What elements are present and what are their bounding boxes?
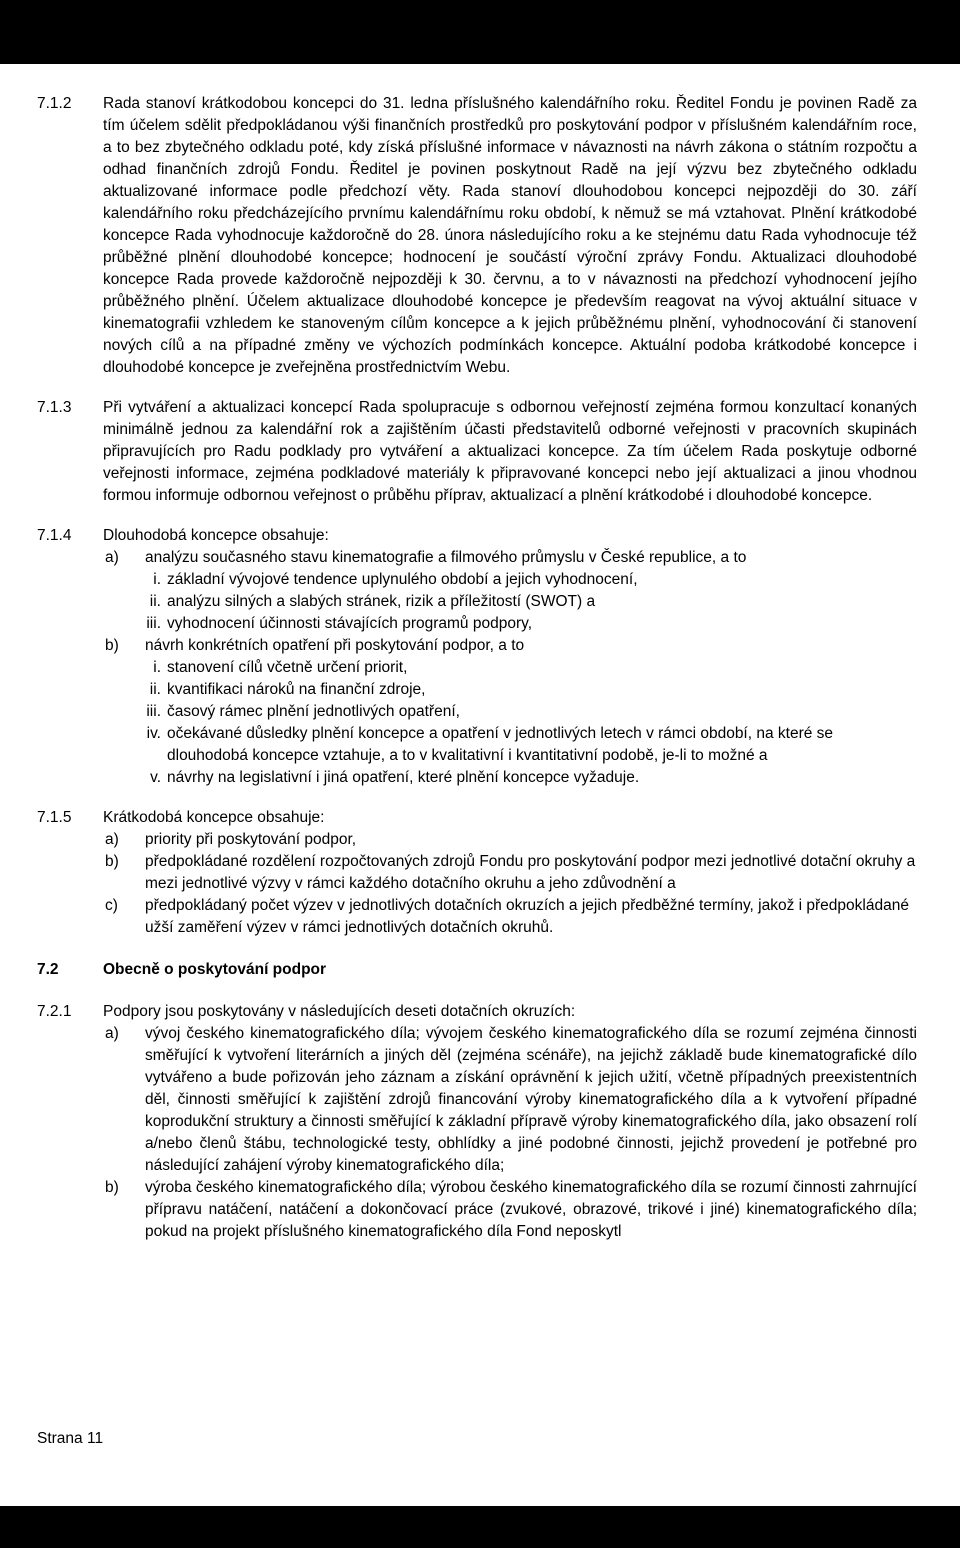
sub-item <box>103 767 917 789</box>
list-item <box>103 1023 917 1177</box>
list-label: b) <box>105 1179 119 1196</box>
section-intro: Podpory jsou poskytovány v následujících deseti dotačních okruzích: <box>103 1003 576 1020</box>
section-text: Rada stanoví krátkodobou koncepci do 31. ledna příslušného kalendářního roku. Ředitel Fondu je povinen Radě za tím účelem sdělit předpokládanou výši finančních prostředků pro poskytování podpor v příslušném kalendářním roce, a to bez zbytečného odkladu poté, kdy získá příslušné informace v návaznosti na návrh zákona o státním rozpočtu a odhad finančních zdrojů Fondu. Ředitel je povinen poskytnout Radě na její výzvu bez zbytečného odkladu aktualizované informace podle předchozí věty. Rada stanoví dlouhodobou koncepci nejpozději do 30. září kalendářního roku předcházejícího prvnímu kalendářnímu roku období, k němuž se má vztahovat. Plnění krátkodobé koncepce Rada vyhodnocuje každoročně do 28. února následujícího roku a ke stejnému datu Rada vyhodnocuje též průběžné plnění dlouhodobé koncepce; hodnocení je součástí výroční zprávy Fondu. Aktualizaci dlouhodobé koncepce Rada provede každoročně nejpozději k 30. červnu, a to v návaznosti na předchozí vyhodnocení jejího průběžného plnění. Účelem aktualizace dlouhodobé koncepce je především reagovat na vývoj aktuální situace v kinematografii vzhledem ke stanoveným cílům koncepce a k jejich průběžnému plnění, vyhodnocování či stanovení nových cílů a na případné změny ve výchozích podmínkách koncepce. Aktuální podoba krátkodobé koncepce i dlouhodobé koncepce je zveřejněna prostřednictvím Webu. <box>103 95 917 376</box>
list-item <box>103 547 917 569</box>
section-7-1-5 <box>37 807 917 939</box>
list-item <box>103 1177 917 1243</box>
document-content <box>37 93 917 1243</box>
section-intro: Dlouhodobá koncepce obsahuje: <box>103 527 329 544</box>
list-label: a) <box>105 549 119 566</box>
list-label: b) <box>105 637 119 654</box>
sub-text: stanovení cílů včetně určení priorit, <box>167 659 408 676</box>
section-7-1-4 <box>37 525 917 789</box>
section-number: 7.1.2 <box>37 95 72 112</box>
list-text: vývoj českého kinematografického díla; vývojem českého kinematografického díla se rozumí zejména činnosti směřující k vytvoření literárních a jiných děl (zejména scénáře), na jejichž základě bude kinematografické dílo vytvářeno a bude pořizován jeho záznam a získání oprávnění k jejich užití, včetně případných preexistentních děl, činnosti směřující k zajištění zdrojů financování výroby kinematografického díla a k vytvoření případné koprodukční struktury a činnosti směřující k základní přípravě výroby kinematografického díla, jako obsazení rolí a/nebo členů štábu, technologické testy, obhlídky a jiné podobné činnosti, jejichž provedení je potřebné pro následující zahájení výroby kinematografického díla; <box>145 1025 917 1174</box>
sub-item <box>103 657 917 679</box>
list-text: předpokládaný počet výzev v jednotlivých dotačních okruzích a jejich předběžné termíny, jakož i předpokládané užší zaměření výzev v rámci jednotlivých dotačních okruhů. <box>145 897 909 936</box>
list-text: priority při poskytování podpor, <box>145 831 357 848</box>
bottom-black-bar <box>0 1506 960 1548</box>
section-7-2-1 <box>37 1001 917 1243</box>
sub-text: návrhy na legislativní i jiná opatření, které plnění koncepce vyžaduje. <box>167 769 640 786</box>
page-number: Strana 11 <box>37 1430 104 1447</box>
section-number: 7.1.3 <box>37 399 72 416</box>
section-number: 7.1.5 <box>37 809 72 826</box>
sub-label: iv. <box>146 725 161 742</box>
list-item <box>103 829 917 851</box>
list-label: a) <box>105 1025 119 1042</box>
sub-text: základní vývojové tendence uplynulého období a jejich vyhodnocení, <box>167 571 638 588</box>
section-7-1-3 <box>37 397 917 507</box>
list-item <box>103 895 917 939</box>
sub-label: iii. <box>146 615 161 632</box>
section-number: 7.2.1 <box>37 1003 72 1020</box>
sub-text: vyhodnocení účinnosti stávajících programů podpory, <box>167 615 533 632</box>
sub-item <box>103 591 917 613</box>
sub-item <box>103 723 917 767</box>
list-item <box>103 851 917 895</box>
list-text: návrh konkrétních opatření při poskytování podpor, a to <box>145 637 525 654</box>
heading-title: Obecně o poskytování podpor <box>103 961 327 978</box>
sub-item <box>103 701 917 723</box>
list-item <box>103 635 917 657</box>
sub-text: očekávané důsledky plnění koncepce a opatření v jednotlivých letech v rámci období, na které se dlouhodobá koncepce vztahuje, a to v kvalitativní i kvantitativní podobě, je-li to možné a <box>167 725 834 764</box>
heading-number: 7.2 <box>37 961 59 978</box>
section-number: 7.1.4 <box>37 527 72 544</box>
sub-text: časový rámec plnění jednotlivých opatření, <box>167 703 460 720</box>
list-text: analýzu současného stavu kinematografie a filmového průmyslu v České republice, a to <box>145 549 747 566</box>
sub-item <box>103 679 917 701</box>
list-label: b) <box>105 853 119 870</box>
sub-label: ii. <box>149 681 161 698</box>
sub-item <box>103 613 917 635</box>
sub-text: kvantifikaci nároků na finanční zdroje, <box>167 681 426 698</box>
section-intro: Krátkodobá koncepce obsahuje: <box>103 809 325 826</box>
list-label: c) <box>105 897 118 914</box>
sub-label: i. <box>153 659 161 676</box>
list-text: předpokládané rozdělení rozpočtovaných zdrojů Fondu pro poskytování podpor mezi jednotlivé dotační okruhy a mezi jednotlivé výzvy v rámci každého dotačního okruhu a jeho zdůvodnění a <box>145 853 916 892</box>
sub-label: i. <box>153 571 161 588</box>
section-heading-7-2 <box>37 959 917 981</box>
top-black-bar <box>0 0 960 64</box>
section-7-1-2 <box>37 93 917 379</box>
section-text: Při vytváření a aktualizaci koncepcí Rada spolupracuje s odbornou veřejností zejména formou konzultací konaných minimálně jednou za kalendářní rok a zajištěním účasti představitelů odborné veřejnosti v pracovních skupinách připravujících pro Radu podklady pro vytváření a aktualizaci koncepce. Za tím účelem Rada poskytuje odborné veřejnosti informace, zejména podkladové materiály k připravované koncepci nebo její aktualizaci a jinou vhodnou formou informuje odbornou veřejnost o průběhu příprav, aktualizací a plnění krátkodobé i dlouhodobé koncepce. <box>103 399 917 504</box>
sub-text: analýzu silných a slabých stránek, rizik a příležitostí (SWOT) a <box>167 593 596 610</box>
sub-item <box>103 569 917 591</box>
list-text: výroba českého kinematografického díla; výrobou českého kinematografického díla se rozumí činnosti zahrnující přípravu natáčení, natáčení a dokončovací práce (zvukové, obrazové, trikové i jiné) kinematografického díla; pokud na projekt příslušného kinematografického díla Fond neposkytl <box>145 1179 917 1240</box>
sub-label: iii. <box>146 703 161 720</box>
sub-label: ii. <box>149 593 161 610</box>
list-label: a) <box>105 831 119 848</box>
sub-label: v. <box>150 769 161 786</box>
